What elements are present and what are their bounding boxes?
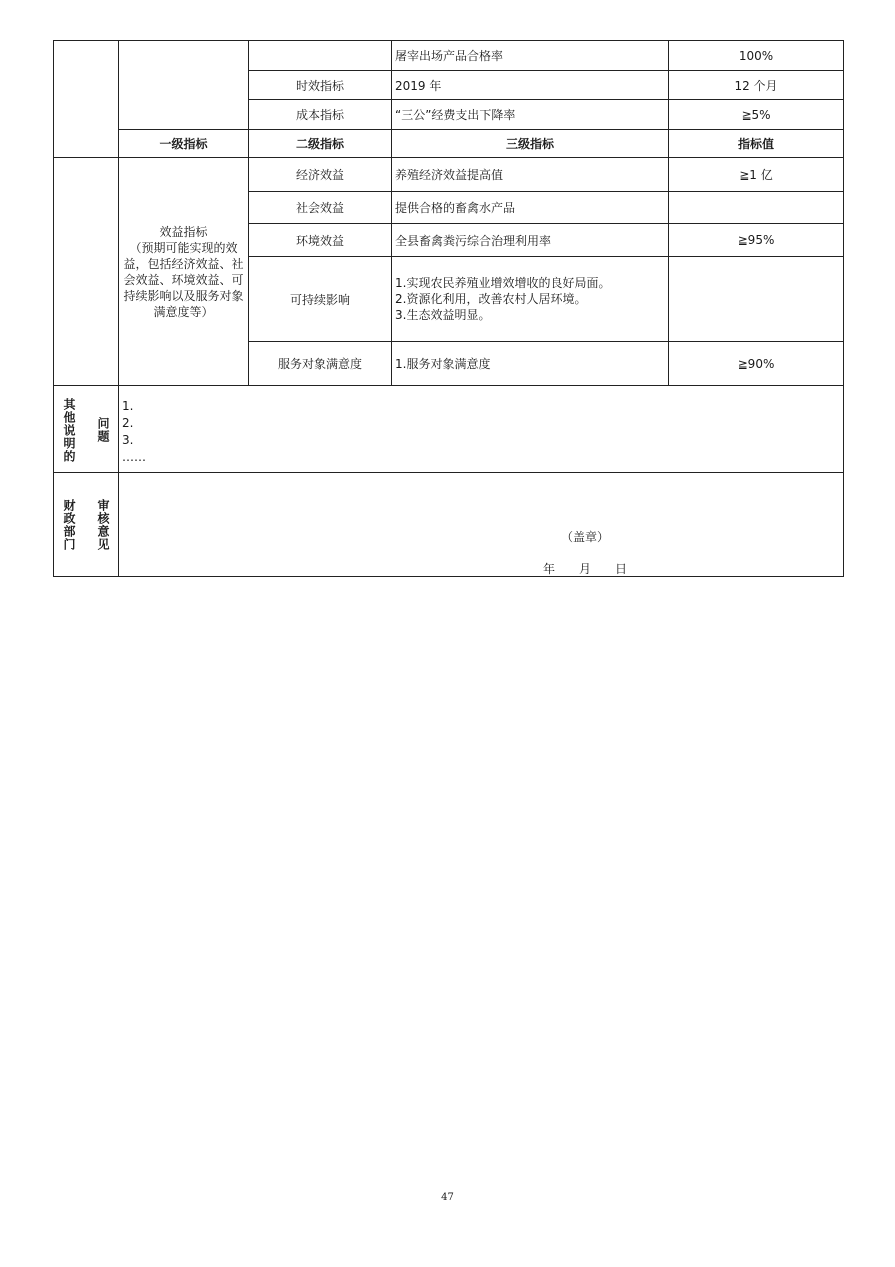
secondary-indicator-cell: 社会效益: [249, 192, 392, 224]
table-header-row: [54, 130, 844, 158]
secondary-indicator-cell: 可持续影响: [249, 257, 392, 342]
header-value: 指标值: [669, 130, 844, 158]
secondary-indicator-cell: [249, 41, 392, 71]
secondary-indicator-cell: 服务对象满意度: [249, 342, 392, 386]
header-level3: 三级指标: [392, 130, 669, 158]
header-level2: 二级指标: [249, 130, 392, 158]
performance-indicator-table: [53, 40, 844, 577]
indicator-value-cell: ≧95%: [669, 224, 844, 257]
secondary-indicator-cell: 时效指标: [249, 71, 392, 100]
secondary-indicator-cell: 成本指标: [249, 100, 392, 130]
indicator-value-cell: [669, 257, 844, 342]
date-placeholder: 年 月 日: [543, 562, 628, 576]
indicator-value-cell: [669, 192, 844, 224]
tertiary-indicator-cell: 屠宰出场产品合格率: [392, 41, 669, 71]
blank-cell: [54, 41, 119, 158]
tertiary-indicator-cell: 2019 年: [392, 71, 669, 100]
tertiary-indicator-cell: 1.实现农民养殖业增效增收的良好局面。 2.资源化利用，改善农村人居环境。 3.生态效益明显。: [392, 257, 669, 342]
blank-cell: [54, 158, 119, 386]
table-row: [54, 158, 844, 192]
indicator-value-cell: ≧5%: [669, 100, 844, 130]
tertiary-indicator-cell: “三公”经费支出下降率: [392, 100, 669, 130]
finance-review-content: [119, 473, 844, 577]
seal-placeholder: （盖章）: [561, 530, 610, 544]
secondary-indicator-cell: 环境效益: [249, 224, 392, 257]
indicator-value-cell: ≧1 亿: [669, 158, 844, 192]
benefit-indicator-label: 效益指标 （预期可能实现的效益，包括经济效益、社会效益、环境效益、可持续影响以及服务对象满意度等）: [119, 158, 249, 386]
finance-review-label: [54, 473, 119, 577]
other-notes-label-left: 其他说明的: [62, 398, 76, 463]
secondary-indicator-cell: 经济效益: [249, 158, 392, 192]
header-level1: 一级指标: [119, 130, 249, 158]
indicator-value-cell: 100%: [669, 41, 844, 71]
blank-cell: [119, 41, 249, 130]
tertiary-indicator-cell: 1.服务对象满意度: [392, 342, 669, 386]
indicator-value-cell: 12 个月: [669, 71, 844, 100]
other-notes-content: 1. 2. 3. ……: [119, 386, 844, 473]
indicator-value-cell: ≧90%: [669, 342, 844, 386]
other-notes-label: [54, 386, 119, 473]
table-row: [54, 41, 844, 71]
other-notes-row: [54, 386, 844, 473]
finance-label-left: 财政部门: [62, 499, 76, 551]
finance-review-row: [54, 473, 844, 577]
tertiary-indicator-cell: 养殖经济效益提高值: [392, 158, 669, 192]
finance-label-right: 审核意见: [96, 499, 110, 551]
page-number: 47: [441, 1192, 454, 1203]
tertiary-indicator-cell: 全县畜禽粪污综合治理利用率: [392, 224, 669, 257]
other-notes-label-right: 问题: [96, 417, 110, 443]
tertiary-indicator-cell: 提供合格的畜禽水产品: [392, 192, 669, 224]
